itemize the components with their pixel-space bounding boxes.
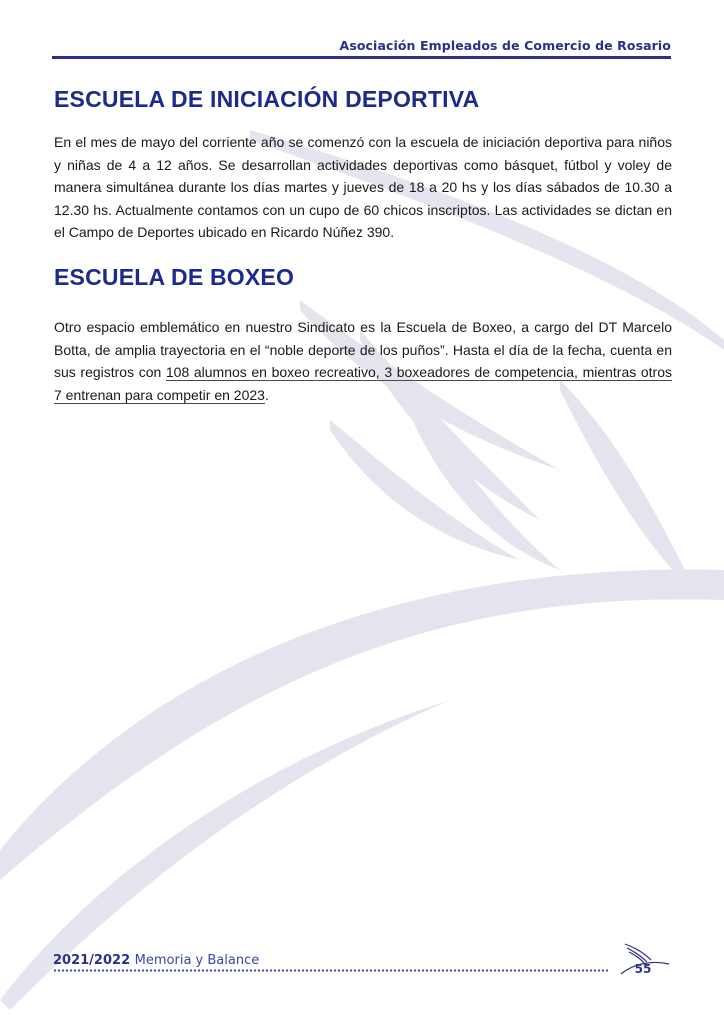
section-title-iniciacion-deportiva: ESCUELA DE INICIACIÓN DEPORTIVA (54, 86, 480, 112)
section-body-iniciacion-deportiva: En el mes de mayo del corriente año se comenzó con la escuela de iniciación deportiva para niños y niñas de 4 a 12 años. Se desarrollan actividades deportivas como básquet, fútbol y voley de manera simultánea durante los días martes y jueves de 18 a 20 hs y los días sábados de 10.30 a 12.30 hs. Actualmente contamos con un cupo de 60 chicos inscriptos. Las actividades se dictan en el Campo de Deportes ubicado en Ricardo Núñez 390. (54, 134, 672, 240)
footer-year: 2021/2022 (53, 953, 131, 968)
boxeo-body-end: . (264, 386, 269, 403)
footer-dotted-rule (53, 969, 609, 972)
page-number: 55 (634, 962, 652, 976)
boxeo-body-highlight: 108 alumnos en boxeo recreativo, 3 boxeadores de competencia, mientras otros 7 entrenan para competir en 2023 (54, 364, 672, 403)
header-organization-name: Asociación Empleados de Comercio de Rosario (339, 38, 671, 53)
boxeo-body-intro: Otro espacio emblemático en nuestro Sindicato es la Escuela de Boxeo, a cargo del DT Marcelo Botta, de amplia trayectoria en el “noble deporte de los puños”. Hasta el día de la fecha, cuenta en sus registros con (54, 319, 672, 380)
header-divider (52, 56, 671, 59)
footer-title (53, 953, 259, 968)
section-body-boxeo (54, 316, 672, 406)
section-title-boxeo: ESCUELA DE BOXEO (54, 264, 295, 290)
footer-label: Memoria y Balance (134, 953, 260, 968)
